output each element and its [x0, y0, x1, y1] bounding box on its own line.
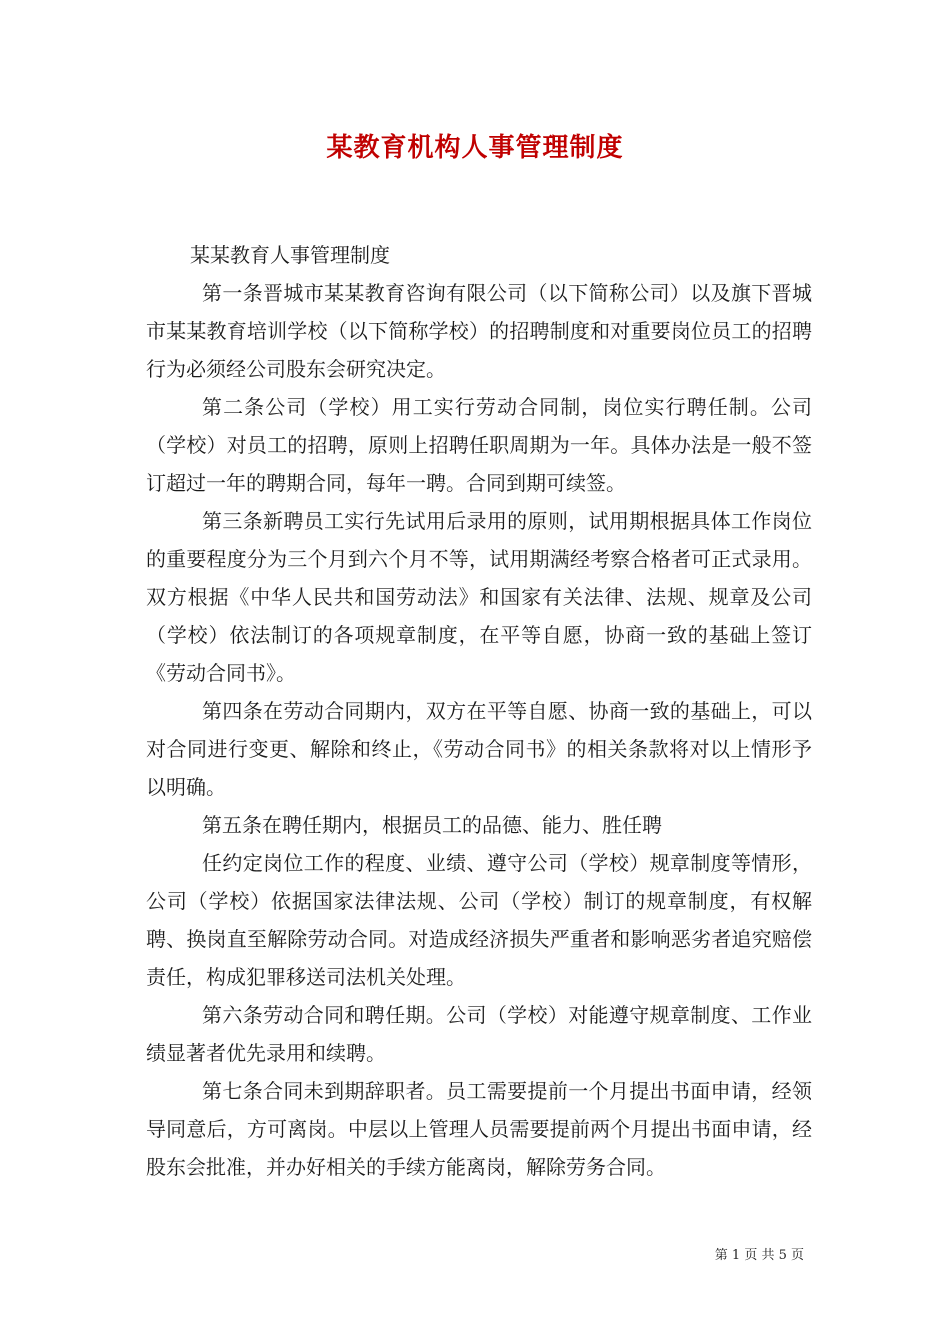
- article-1-paragraph: 第一条晋城市某某教育咨询有限公司（以下简称公司）以及旗下晋城市某某教育培训学校（以下简称学校）的招聘制度和对重要岗位员工的招聘行为必须经公司股东会研究决定。: [146, 281, 812, 381]
- document-title: 某教育机构人事管理制度: [326, 133, 624, 163]
- article-2-paragraph: 第二条公司（学校）用工实行劳动合同制，岗位实行聘任制。公司（学校）对员工的招聘，原则上招聘任职周期为一年。具体办法是一般不签订超过一年的聘期合同，每年一聘。合同到期可续签。: [146, 395, 812, 495]
- article-3-paragraph: 第三条新聘员工实行先试用后录用的原则，试用期根据具体工作岗位的重要程度分为三个月到六个月不等，试用期满经考察合格者可正式录用。双方根据《中华人民共和国劳动法》和国家有关法律、法规、规章及公司（学校）依法制订的各项规章制度，在平等自愿，协商一致的基础上签订《劳动合同书》。: [146, 509, 812, 685]
- page-number: 第 1 页 共 5 页: [714, 1248, 804, 1263]
- document-subtitle: 某某教育人事管理制度: [190, 243, 390, 267]
- article-4-paragraph: 第四条在劳动合同期内，双方在平等自愿、协商一致的基础上，可以对合同进行变更、解除和终止，《劳动合同书》的相关条款将对以上情形予以明确。: [146, 699, 812, 799]
- document-body: [146, 236, 812, 1186]
- article-5-continuation-paragraph: 任约定岗位工作的程度、业绩、遵守公司（学校）规章制度等情形，公司（学校）依据国家法律法规、公司（学校）制订的规章制度，有权解聘、换岗直至解除劳动合同。对造成经济损失严重者和影响恶劣者追究赔偿责任，构成犯罪移送司法机关处理。: [146, 851, 812, 989]
- article-7-paragraph: 第七条合同未到期辞职者。员工需要提前一个月提出书面申请，经领导同意后，方可离岗。中层以上管理人员需要提前两个月提出书面申请，经股东会批准，并办好相关的手续方能离岗，解除劳务合同。: [146, 1079, 812, 1179]
- article-5-paragraph: 第五条在聘任期内，根据员工的品德、能力、胜任聘: [202, 813, 662, 837]
- article-6-paragraph: 第六条劳动合同和聘任期。公司（学校）对能遵守规章制度、工作业绩显著者优先录用和续聘。: [146, 1003, 812, 1065]
